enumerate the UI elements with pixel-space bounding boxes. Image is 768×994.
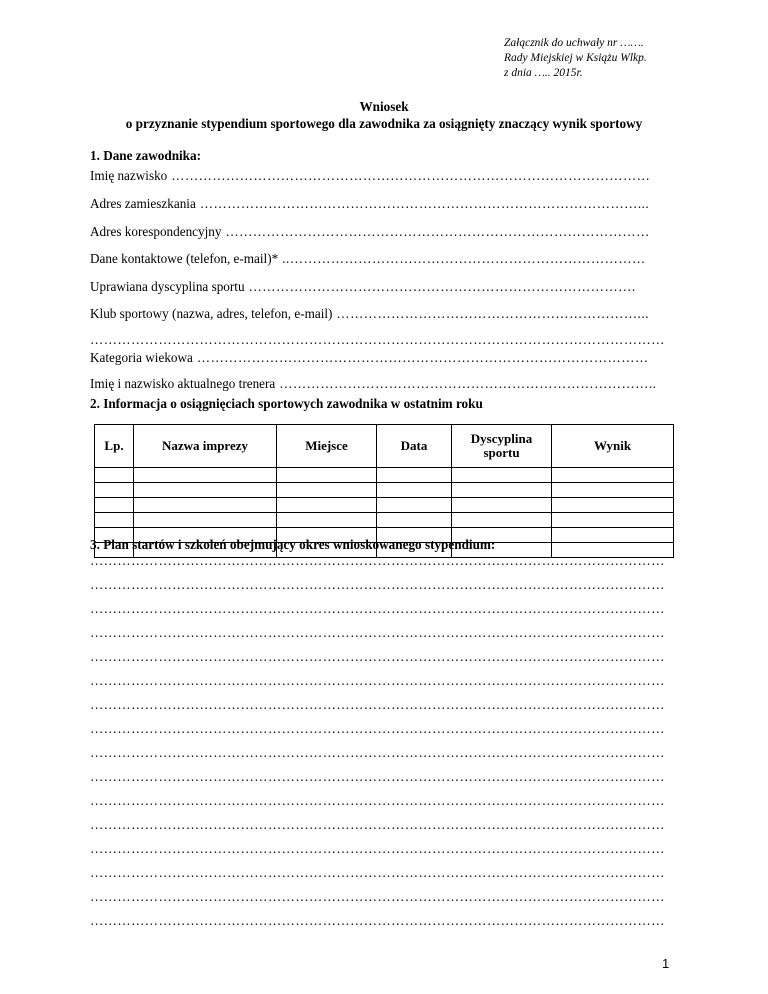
fill-dots: ..…………………………………………………………………… (282, 251, 646, 266)
field-address[interactable] (90, 196, 674, 212)
plan-line[interactable]: ……………………………………………………………………………………………………………… (90, 601, 665, 616)
field-label: Kategoria wiekowa (90, 350, 193, 365)
table-cell[interactable] (552, 483, 674, 498)
fill-dots: …………………………………………………………………………. (248, 279, 636, 294)
field-contact[interactable] (90, 251, 674, 267)
table-cell[interactable] (134, 468, 277, 483)
fill-dots: ……………………………………………………………………………………………………………… (90, 332, 665, 347)
table-cell[interactable] (134, 483, 277, 498)
plan-line[interactable]: ……………………………………………………………………………………………………………… (90, 817, 665, 832)
section-heading-plan: 3. Plan startów i szkoleń obejmujący okres wnioskowanego stypendium: (90, 537, 496, 552)
attachment-note (504, 36, 647, 81)
table-cell[interactable] (277, 513, 377, 528)
field-label: Uprawiana dyscyplina sportu (90, 279, 245, 294)
plan-line[interactable]: ……………………………………………………………………………………………………………… (90, 793, 665, 808)
plan-line[interactable]: ……………………………………………………………………………………………………………… (90, 673, 665, 688)
table-cell[interactable] (452, 483, 552, 498)
table-cell[interactable] (552, 528, 674, 543)
fill-dots: …………………………………………………………………………………………… (171, 168, 651, 183)
plan-line[interactable]: ……………………………………………………………………………………………………………… (90, 889, 665, 904)
field-age-category[interactable] (90, 350, 674, 366)
column-header: Dyscyplina sportu (452, 425, 552, 468)
field-label: Klub sportowy (nazwa, adres, telefon, e-mail) (90, 306, 333, 321)
table-row (95, 468, 674, 483)
table-cell[interactable] (95, 498, 134, 513)
attachment-note-line: Załącznik do uchwały nr ……. (504, 37, 644, 49)
field-sports-club-continued[interactable] (90, 332, 674, 348)
field-coach[interactable] (90, 376, 674, 392)
field-label: Adres korespondencyjny (90, 224, 222, 239)
column-header: Miejsce (277, 425, 377, 468)
plan-line[interactable]: ……………………………………………………………………………………………………………… (90, 769, 665, 784)
plan-line[interactable]: ……………………………………………………………………………………………………………… (90, 577, 665, 592)
table-cell[interactable] (277, 498, 377, 513)
table-cell[interactable] (134, 498, 277, 513)
table-cell[interactable] (134, 513, 277, 528)
table-cell[interactable] (552, 513, 674, 528)
title-line: Wniosek (359, 99, 409, 114)
table-cell[interactable] (377, 483, 452, 498)
column-header: Wynik (552, 425, 674, 468)
fill-dots: …………………………………………………………... (336, 306, 649, 321)
table-cell[interactable] (95, 513, 134, 528)
field-label: Adres zamieszkania (90, 196, 196, 211)
plan-line[interactable]: ……………………………………………………………………………………………………………… (90, 625, 665, 640)
field-correspondence-address[interactable] (90, 224, 674, 240)
plan-line[interactable]: ……………………………………………………………………………………………………………… (90, 553, 665, 568)
column-header: Data (377, 425, 452, 468)
table-cell[interactable] (95, 483, 134, 498)
table-cell[interactable] (452, 498, 552, 513)
column-header: Nazwa imprezy (134, 425, 277, 468)
plan-line[interactable]: ……………………………………………………………………………………………………………… (90, 721, 665, 736)
table-header-row (95, 425, 674, 468)
plan-line[interactable]: ……………………………………………………………………………………………………………… (90, 913, 665, 928)
fill-dots: ……………………………………………………………………….. (279, 376, 657, 391)
table-row (95, 498, 674, 513)
table-cell[interactable] (377, 498, 452, 513)
fill-dots: ………………………………………………………………………………… (225, 224, 650, 239)
table-row (95, 513, 674, 528)
plan-line[interactable]: ……………………………………………………………………………………………………………… (90, 841, 665, 856)
field-label: Dane kontaktowe (telefon, e-mail)* (90, 251, 279, 266)
field-sports-club[interactable] (90, 306, 674, 322)
section-heading-athlete-data: 1. Dane zawodnika: (90, 148, 202, 163)
plan-line[interactable]: ……………………………………………………………………………………………………………… (90, 649, 665, 664)
page-number: 1 (662, 956, 670, 971)
table-row (95, 483, 674, 498)
attachment-note-line: z dnia ….. 2015r. (504, 67, 583, 79)
section-heading-achievements: 2. Informacja o osiągnięciach sportowych zawodnika w ostatnim roku (90, 396, 483, 411)
field-discipline[interactable] (90, 279, 674, 295)
column-header: Lp. (95, 425, 134, 468)
table-cell[interactable] (452, 468, 552, 483)
table-cell[interactable] (277, 483, 377, 498)
table-cell[interactable] (552, 498, 674, 513)
table-cell[interactable] (452, 513, 552, 528)
fill-dots: ……………………………………………………………………………………… (196, 350, 649, 365)
table-cell[interactable] (95, 468, 134, 483)
title-line: o przyznanie stypendium sportowego dla zawodnika za osiągnięty znaczący wynik sportowy (125, 116, 643, 131)
table-cell[interactable] (277, 468, 377, 483)
attachment-note-line: Rady Miejskiej w Książu Wlkp. (504, 52, 647, 64)
plan-line[interactable]: ……………………………………………………………………………………………………………… (90, 697, 665, 712)
plan-line[interactable]: ……………………………………………………………………………………………………………… (90, 865, 665, 880)
field-label: Imię i nazwisko aktualnego trenera (90, 376, 276, 391)
field-name[interactable] (90, 168, 674, 184)
field-label: Imię nazwisko (90, 168, 168, 183)
plan-line[interactable]: ……………………………………………………………………………………………………………… (90, 745, 665, 760)
table-cell[interactable] (377, 468, 452, 483)
table-cell[interactable] (377, 513, 452, 528)
fill-dots: ……………………………………………………………………………………... (199, 196, 650, 211)
table-cell[interactable] (552, 468, 674, 483)
document-title (0, 98, 768, 132)
